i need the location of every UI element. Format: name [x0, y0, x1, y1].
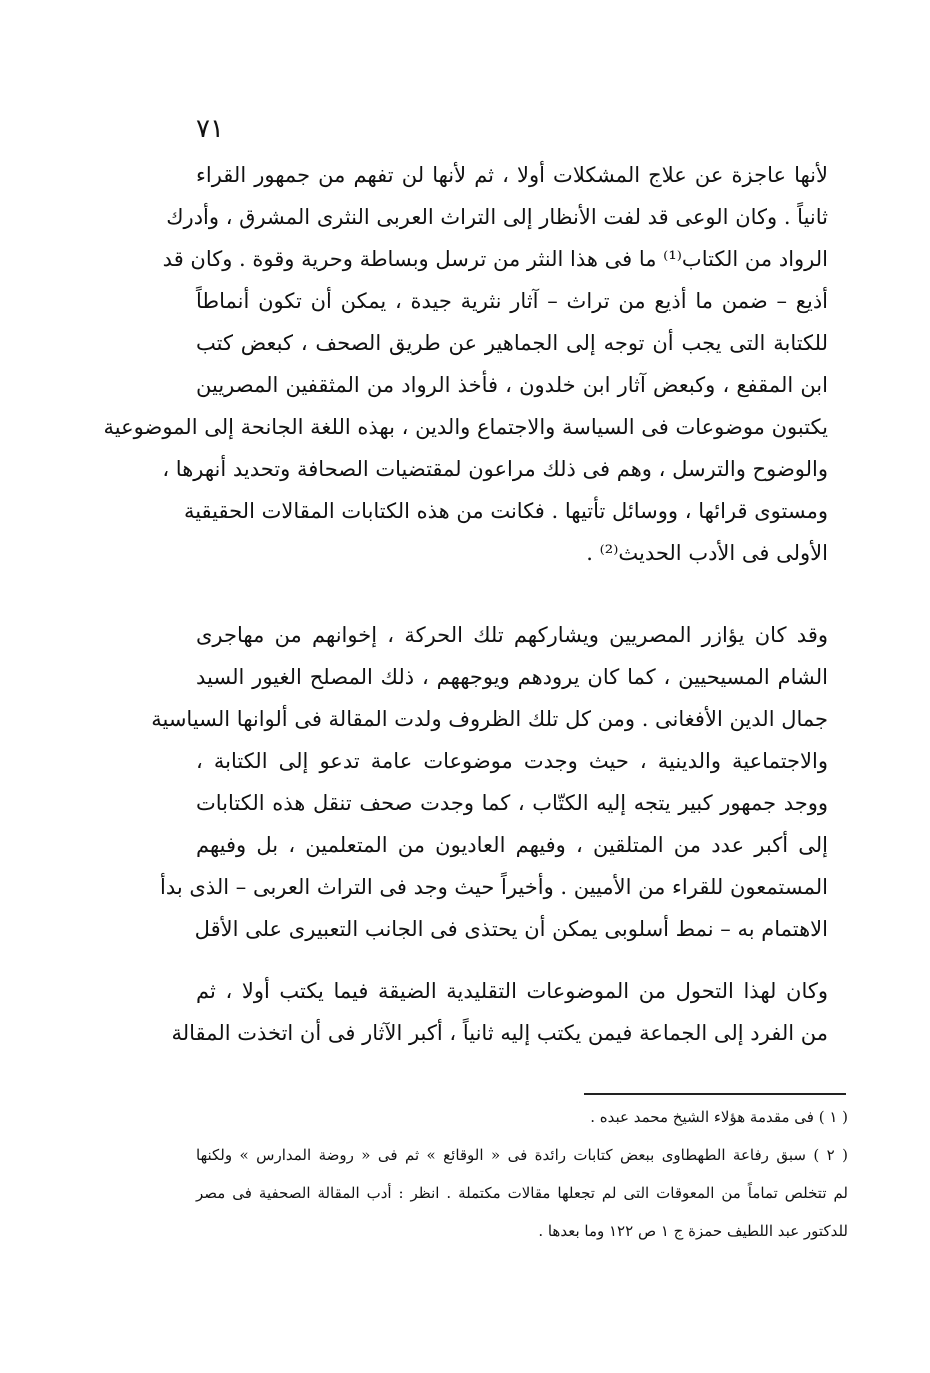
text-line: الشام المسيحيين ، كما كان يرودهم ويوجههم ، ذلك المصلح الغيور السيد — [196, 665, 828, 689]
text-line: أذيع – ضمن ما أذيع من تراث – آثار نثرية جيدة ، يمكن أن تكون أنماطاً — [196, 289, 828, 313]
text-line: والاجتماعية والدينية ، حيث وجدت موضوعات عامة تدعو إلى الكتابة ، — [196, 749, 828, 773]
text-line: للكتابة التى يجب أن توجه إلى الجماهير عن طريق الصحف ، كبعض كتب — [196, 331, 828, 355]
text-line: وكان لهذا التحول من الموضوعات التقليدية الضيقة فيما يكتب أولا ، ثم — [196, 979, 828, 1003]
text-line: الأولى فى الأدب الحديث⁽²⁾ . — [586, 541, 828, 565]
text-line: ومستوى قرائها ، ووسائل تأتيها . فكانت من هذه الكتابات المقالات الحقيقية — [183, 499, 828, 523]
text-line: جمال الدين الأفغانى . ومن كل تلك الظروف ولدت المقالة فى ألوانها السياسية — [151, 707, 828, 731]
text-line: من الفرد إلى الجماعة فيمن يكتب إليه ثانياً ، أكبر الآثار فى أن اتخذت المقالة — [171, 1021, 828, 1045]
text-line: المستمعون للقراء من الأميين . وأخيراً حيث وجد فى التراث العربى – الذى بدأ — [160, 875, 828, 899]
paragraph-1 — [103, 154, 828, 574]
text-line: لأنها عاجزة عن علاج المشكلات أولا ، ثم لأنها لن تفهم من جمهور القراء — [196, 163, 828, 187]
footnote-2 — [196, 1136, 848, 1250]
text-line: الاهتمام به – نمط أسلوبى يمكن أن يحتذى فى الجانب التعبيرى على الأقل — [194, 917, 828, 941]
footnote-divider — [584, 1093, 846, 1095]
paragraph-3 — [171, 970, 828, 1054]
text-line: الرواد من الكتاب⁽¹⁾ ما فى هذا النثر من ترسل وبساطة وحرية وقوة . وكان قد — [162, 247, 828, 271]
text-line: ووجد جمهور كبير يتجه إليه الكتّاب ، كما وجدت صحف تنقل هذه الكتابات — [196, 791, 828, 815]
footnote-line: ( ١ ) فى مقدمة هؤلاء الشيخ محمد عبده . — [590, 1108, 848, 1126]
footnote-line: لم تتخلص تماماً من المعوقات التى لم تجعلها مقالات مكتملة . انظر : أدب المقالة الصحفية فى مصر — [196, 1184, 848, 1202]
text-line: إلى أكبر عدد من المتلقين ، وفيهم العاديون من المتعلمين ، بل وفيهم — [196, 833, 828, 857]
paragraph-2 — [151, 614, 828, 950]
text-line: يكتبون موضوعات فى السياسة والاجتماع والدين ، بهذه اللغة الجانحة إلى الموضوعية — [103, 415, 828, 439]
text-line: ابن المقفع ، وكبعض آثار ابن خلدون ، فأخذ الرواد من المثقفين المصريين — [196, 373, 828, 397]
text-line: ثانياً . وكان الوعى قد لفت الأنظار إلى التراث العربى النثرى المشرق ، وأدرك — [166, 205, 828, 229]
footnote-line: ( ٢ ) سبق رفاعة الطهطاوى ببعض كتابات رائدة فى « الوقائع » ثم فى « روضة المدارس » ولكنها — [196, 1146, 848, 1164]
footnote-line: للدكتور عبد اللطيف حمزة ج ١ ص ١٢٢ وما بعدها . — [538, 1222, 848, 1240]
page-number: ٧١ — [196, 114, 224, 144]
text-line: وقد كان يؤازر المصريين ويشاركهم تلك الحركة ، إخوانهم من مهاجرى — [196, 623, 828, 647]
footnote-1 — [196, 1098, 848, 1136]
text-line: والوضوح والترسل ، وهم فى ذلك مراعون لمقتضيات الصحافة وتحديد أنهرها ، — [162, 457, 828, 481]
